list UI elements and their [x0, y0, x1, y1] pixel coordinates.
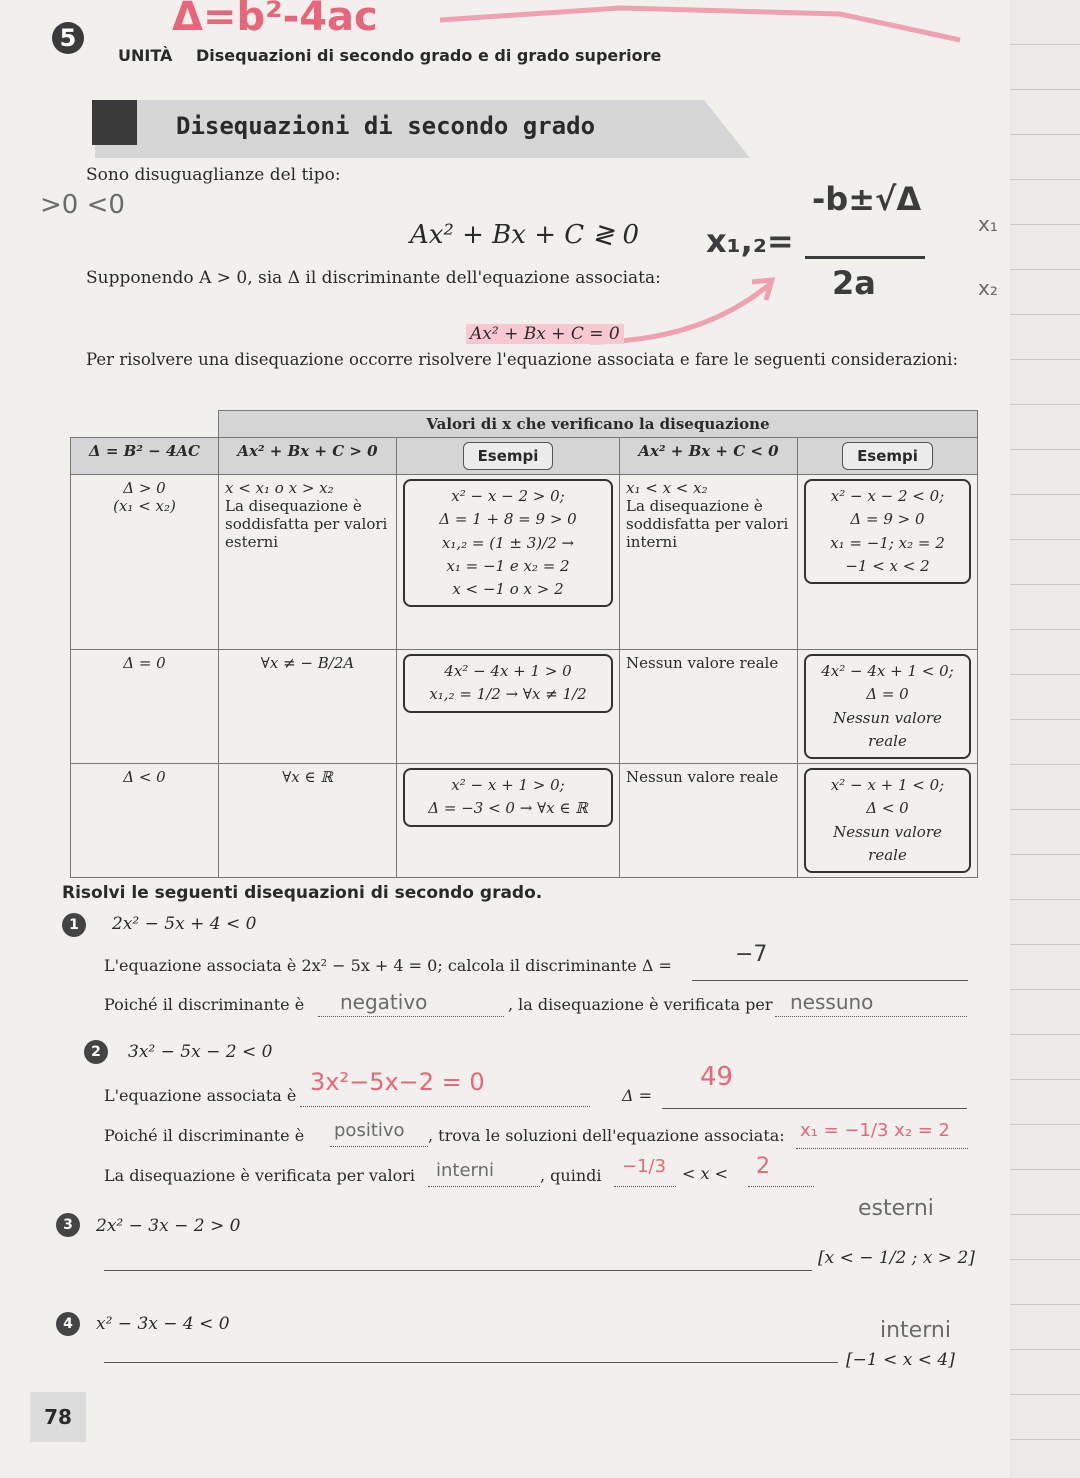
- col-header-examples-lt: Esempi: [842, 442, 933, 470]
- example-line: 4x² − 4x + 1 > 0: [444, 662, 572, 680]
- exercise1-line1: L'equazione associata è 2x² − 5x + 4 = 0; calcola il discriminante Δ =: [104, 956, 672, 975]
- handwritten-roots-num: -b±√Δ: [812, 180, 922, 218]
- unit-label: UNITÀ: [118, 46, 173, 65]
- exercise-inequality: 2x² − 5x + 4 < 0: [112, 914, 257, 934]
- example-line: Nessun valore reale: [833, 708, 942, 750]
- exercise2-line2b: , trova le soluzioni dell'equazione associata:: [428, 1126, 785, 1145]
- gt-condition: ∀x ≠ − B/2A: [260, 654, 355, 672]
- answer-line: [104, 1270, 812, 1271]
- col-header-gt: Ax² + Bx + C > 0: [219, 438, 397, 475]
- general-form: Ax² + Bx + C ≷ 0: [410, 220, 640, 250]
- answer-dots: [300, 1106, 590, 1107]
- lt-condition: Nessun valore reale: [626, 768, 779, 786]
- inequality-summary-table: [70, 410, 978, 878]
- handwritten-x1: x₁: [978, 212, 998, 236]
- exercises-title: Risolvi le seguenti disequazioni di secondo grado.: [62, 883, 543, 903]
- answer-dots: [748, 1186, 814, 1187]
- exercise2-delta-label: Δ =: [622, 1086, 653, 1105]
- answer-dots: [614, 1186, 676, 1187]
- notebook-paper-edge: [1010, 0, 1080, 1478]
- handwritten-roots-lhs: x₁,₂=: [706, 222, 794, 260]
- unit-title: Disequazioni di secondo grado e di grado superiore: [196, 46, 662, 65]
- exercise2-line3b: , quindi: [540, 1166, 602, 1185]
- exercise2-line3-mid: < x <: [682, 1164, 729, 1183]
- exercise-inequality: 2x² − 3x − 2 > 0: [96, 1216, 241, 1236]
- exercise1-delta-answer[interactable]: −7: [735, 942, 768, 967]
- exercise-inequality: x² − 3x − 4 < 0: [96, 1314, 230, 1334]
- handwritten-x2: x₂: [978, 276, 998, 300]
- example-line: x² − x − 2 > 0;: [451, 487, 565, 505]
- example-line: Δ = 9 > 0: [850, 510, 925, 529]
- gt-example-box: [403, 768, 613, 827]
- exercise2-line3a: La disequazione è verificata per valori: [104, 1166, 416, 1185]
- unit-number-badge: 5: [52, 22, 84, 54]
- delta-condition: Δ < 0: [123, 768, 166, 786]
- col-header-lt: Ax² + Bx + C < 0: [620, 438, 798, 475]
- exercise3-solution: [x < − 1/2 ; x > 2]: [818, 1248, 975, 1268]
- exercise-number: 3: [56, 1213, 80, 1237]
- example-line: Δ = 0: [866, 685, 909, 704]
- col-header-examples-gt: Esempi: [463, 442, 554, 470]
- lt-description: La disequazione è soddisfatta per valori interni: [626, 497, 789, 551]
- lt-condition: x₁ < x < x₂: [626, 479, 708, 497]
- gt-example-box: [403, 654, 613, 713]
- exercise-number: 1: [62, 913, 86, 937]
- example-line: x² − x + 1 > 0;: [451, 776, 565, 794]
- exercise-number: 4: [56, 1312, 80, 1336]
- exercise2-delta-answer[interactable]: 49: [700, 1062, 734, 1092]
- example-line: x < −1 o x > 2: [452, 580, 564, 598]
- example-line: x₁,₂ = (1 ± 3)/2 →: [441, 533, 575, 552]
- example-line: x₁ = −1; x₂ = 2: [830, 533, 945, 552]
- example-line: x₁,₂ = 1/2 → ∀x ≠ 1/2: [429, 685, 587, 704]
- section-title: Disequazioni di secondo grado: [176, 112, 596, 140]
- exercise-number: 2: [84, 1040, 108, 1064]
- gt-condition: x < x₁ o x > x₂: [225, 479, 334, 497]
- gt-condition: ∀x ∈ ℝ: [282, 768, 333, 786]
- answer-dots: [318, 1016, 504, 1017]
- lt-example-box: [804, 479, 971, 584]
- exercise2-line1: L'equazione associata è: [104, 1086, 297, 1105]
- exercise2-answer-interval-type[interactable]: interni: [436, 1160, 495, 1181]
- exercise2-upper-bound[interactable]: 2: [756, 1154, 770, 1179]
- example-line: x² − x − 2 < 0;: [830, 487, 945, 505]
- lt-condition: Nessun valore reale: [626, 654, 779, 672]
- table-row: [71, 475, 978, 650]
- delta-condition: Δ = 0: [123, 654, 166, 672]
- table-row: [71, 764, 978, 878]
- example-line: 4x² − 4x + 1 < 0;: [821, 662, 954, 680]
- answer-dots: [330, 1146, 428, 1147]
- exercise1-answer-solution[interactable]: nessuno: [790, 990, 874, 1014]
- table-row: [71, 650, 978, 764]
- handwritten-roots-den: 2a: [832, 264, 876, 302]
- section-square-icon: [92, 100, 137, 145]
- example-line: x₁ = −1 e x₂ = 2: [446, 556, 570, 575]
- answer-dots: [775, 1016, 967, 1017]
- exercise2-answer-sign[interactable]: positivo: [334, 1120, 405, 1141]
- exercise2-roots-answer[interactable]: x₁ = −1/3 x₂ = 2: [800, 1120, 951, 1141]
- lt-example-box: [804, 768, 971, 873]
- table-header-top: Valori di x che verificano la disequazione: [219, 411, 978, 438]
- page-number: 78: [30, 1392, 86, 1442]
- answer-line: [104, 1362, 838, 1363]
- lt-example-box: [804, 654, 971, 759]
- answer-dots: [428, 1186, 540, 1187]
- example-line: −1 < x < 2: [845, 556, 930, 575]
- example-line: Δ = −3 < 0 → ∀x ∈ ℝ: [428, 799, 588, 818]
- gt-description: La disequazione è soddisfatta per valori esterni: [225, 497, 388, 551]
- example-line: Δ = 1 + 8 = 9 > 0: [439, 510, 577, 529]
- exercise1-answer-sign[interactable]: negativo: [340, 990, 428, 1014]
- answer-dots: [796, 1148, 968, 1149]
- supposing-text: Supponendo A > 0, sia Δ il discriminante dell'equazione associata:: [86, 268, 661, 288]
- associated-equation: Ax² + Bx + C = 0: [466, 324, 624, 344]
- example-line: Nessun valore reale: [833, 822, 942, 864]
- handwritten-side-notes: >0 <0: [40, 190, 125, 220]
- delta-condition: Δ > 0: [123, 479, 166, 497]
- exercise2-associated-eq-answer[interactable]: 3x²−5x−2 = 0: [310, 1068, 485, 1096]
- delta-subcondition: (x₁ < x₂): [113, 497, 176, 515]
- exercise3-note: esterni: [858, 1196, 934, 1221]
- intro-text: Sono disuguaglianze del tipo:: [86, 165, 341, 185]
- handwritten-fraction-bar: [805, 256, 925, 259]
- answer-line: [692, 980, 968, 981]
- handwritten-delta-formula: Δ=b²-4ac: [172, 0, 378, 40]
- gt-example-box: [403, 479, 613, 607]
- exercise4-solution: [−1 < x < 4]: [846, 1350, 955, 1370]
- exercise-inequality: 3x² − 5x − 2 < 0: [128, 1042, 273, 1062]
- example-line: x² − x + 1 < 0;: [830, 776, 945, 794]
- example-line: Δ < 0: [866, 799, 909, 818]
- exercise4-note: interni: [880, 1318, 951, 1343]
- answer-line: [662, 1108, 967, 1109]
- col-header-delta: Δ = B² − 4AC: [71, 438, 219, 475]
- exercise2-line2a: Poiché il discriminante è: [104, 1126, 305, 1145]
- exercise1-line2b: , la disequazione è verificata per: [508, 995, 773, 1014]
- exercise1-line2a: Poiché il discriminante è: [104, 995, 305, 1014]
- exercise2-lower-bound[interactable]: −1/3: [622, 1156, 667, 1177]
- instruction-text: Per risolvere una disequazione occorre risolvere l'equazione associata e fare le seguenti considerazioni:: [86, 350, 959, 369]
